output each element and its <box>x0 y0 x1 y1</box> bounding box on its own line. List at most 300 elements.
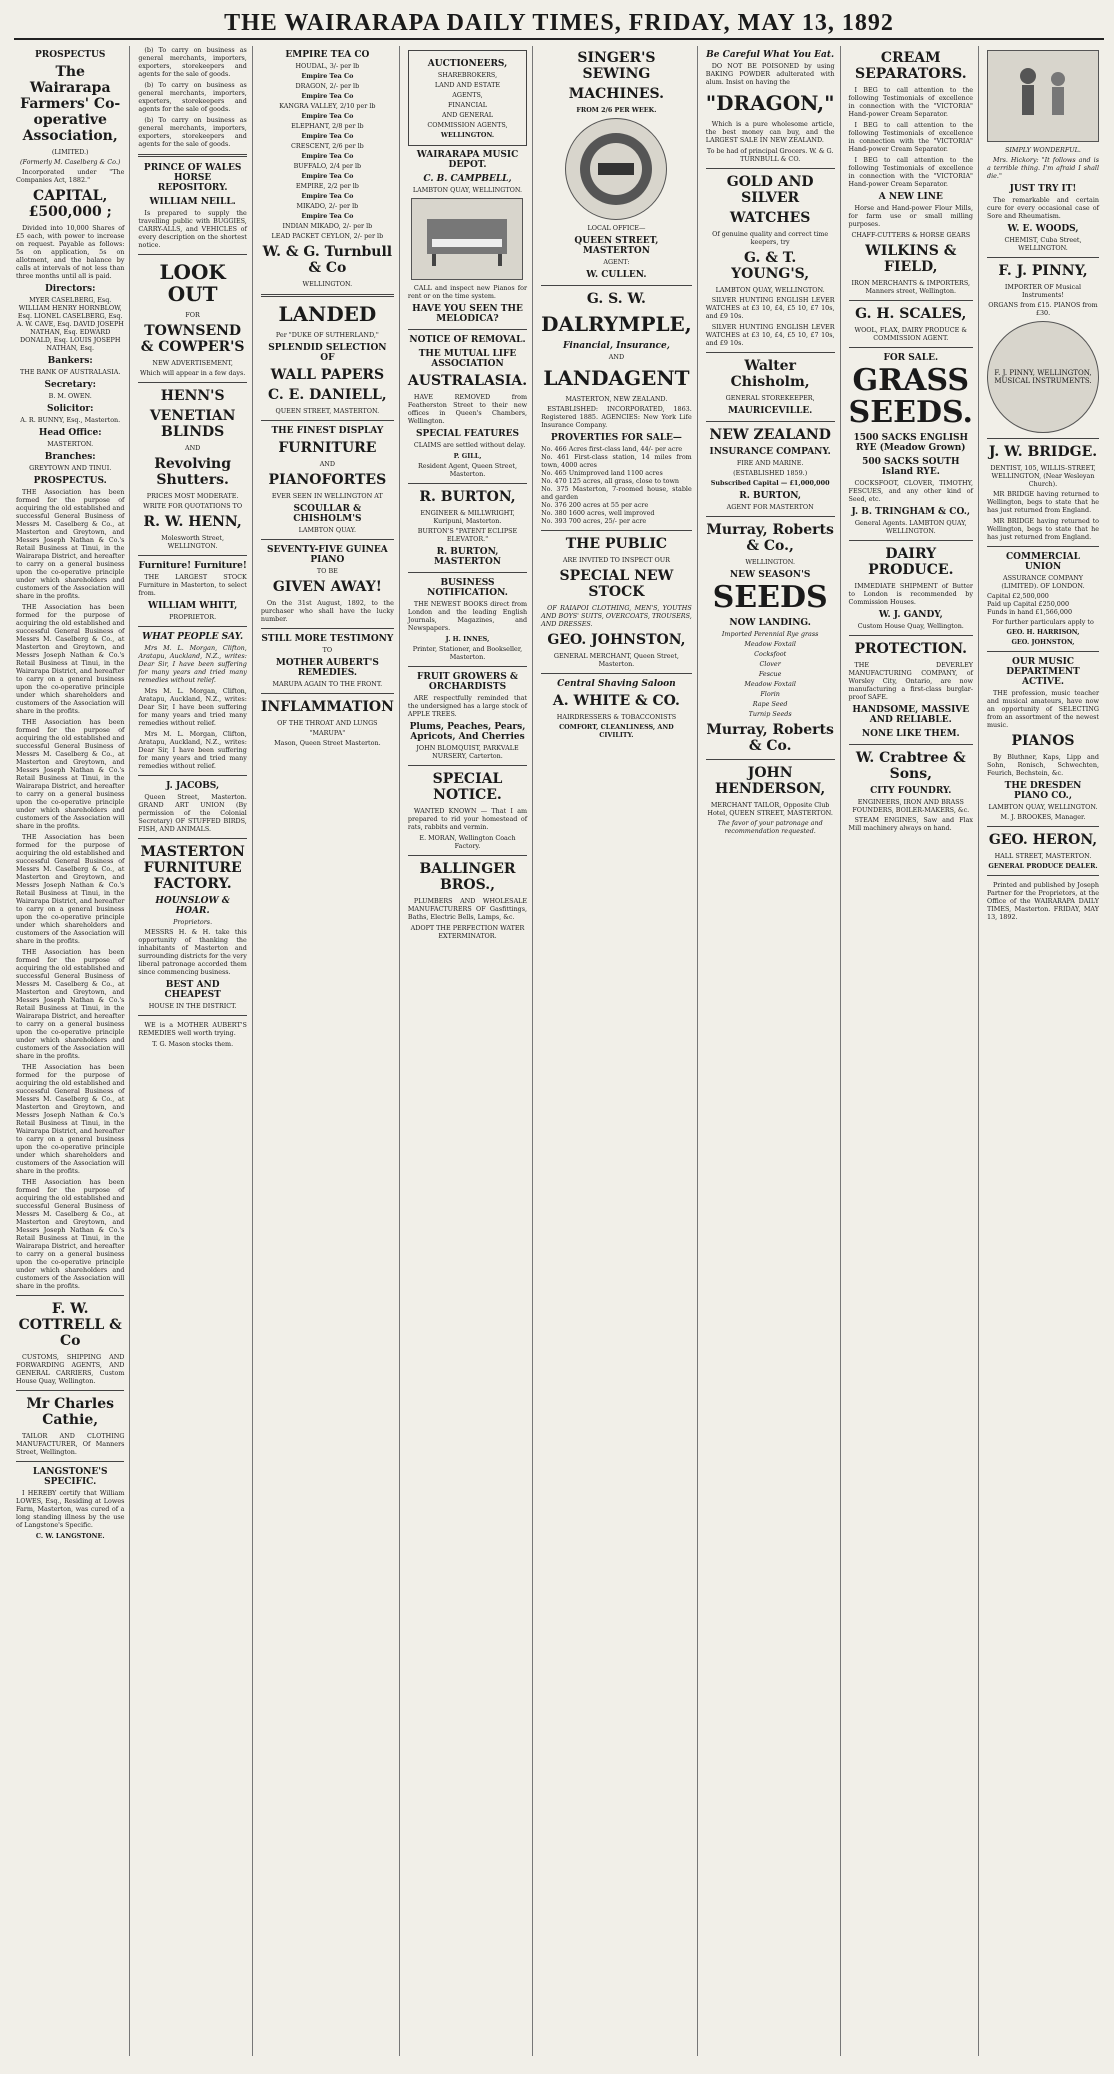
masthead: THE WAIRARAPA DAILY TIMES, FRIDAY, MAY 13, 1892 <box>14 8 1104 40</box>
divider <box>706 352 835 353</box>
clothing-text: OF RAIAPOI CLOTHING, MEN'S, YOUTHS AND BOYS' SUITS, OVERCOATS, TROUSERS, AND DRESSES. <box>541 604 692 628</box>
gold-silver-heading: GOLD AND SILVER <box>726 174 814 206</box>
column-1 <box>14 46 130 2056</box>
piano-icon <box>422 209 512 269</box>
divider <box>849 347 973 348</box>
wilkins-heading: WILKINS & FIELD, <box>865 243 957 275</box>
property-row: No. 380 1600 acres, well improved <box>541 509 655 517</box>
bankers-heading: Bankers: <box>47 356 93 366</box>
books-text: THE NEWEST BOOKS direct from London and the leading English Journals, Magazines, and Newspapers. <box>407 600 528 632</box>
campbell-address: LAMBTON QUAY, WELLINGTON. <box>412 186 523 194</box>
capital-heading: CAPITAL, £500,000 ; <box>28 188 112 220</box>
langstone-heading: LANGSTONE'S SPECIFIC. <box>32 1467 108 1487</box>
tea-line: Empire Tea Co <box>301 132 354 140</box>
langstone-text: I HEREBY certify that William LOWES, Esq., Residing at Lowes Farm, Masterton, was cured of a long standing illness by the use of Langstone's Specific. <box>16 1489 125 1529</box>
association-title: The Wairarapa Farmers' Co-operative Association, <box>20 64 121 144</box>
office-text: MASTERTON. <box>47 440 94 448</box>
butter-text: IMMEDIATE SHIPMENT of Butter to London is recommended by Commission Houses. <box>848 582 973 606</box>
pianos-heading: PIANOS <box>1011 733 1075 749</box>
local-office-label: LOCAL OFFICE— <box>587 224 646 232</box>
property-row: No. 470 125 acres, all grass, close to town <box>541 477 680 485</box>
heron-address: HALL STREET, MASTERTON. <box>994 852 1092 860</box>
insurance-company-heading: INSURANCE COMPANY. <box>709 447 831 457</box>
divider <box>408 855 527 856</box>
horse-repository-heading: PRINCE OF WALES HORSE REPOSITORY. <box>143 163 242 193</box>
best-cheapest-heading: BEST AND CHEAPEST <box>164 980 221 1000</box>
auctioneers-box <box>408 50 527 146</box>
johnston-heading: GEO. JOHNSTON, <box>547 632 686 648</box>
prospectus-sub-heading: PROSPECTUS. <box>33 476 107 486</box>
crabtree-heading: W. Crabtree & Sons, <box>855 750 966 782</box>
divider <box>706 516 835 517</box>
cathie-text: TAILOR AND CLOTHING MANUFACTURER, Of Manners Street, Wellington. <box>16 1432 125 1456</box>
piano-text: On the 31st August, 1892, to the purchaser who shall have the lucky number. <box>260 599 394 623</box>
tea-line: Empire Tea Co <box>301 192 354 200</box>
divider <box>261 628 394 629</box>
tringham-heading: J. B. TRINGHAM & CO., <box>851 507 971 517</box>
sharebrokers-line: SHAREBROKERS, <box>437 71 498 79</box>
divider <box>261 294 394 297</box>
seed-item: Meadow Foxtail <box>744 640 796 648</box>
south-island-rye-text: 500 SACKS SOUTH Island RYE. <box>862 457 960 477</box>
marupa-text: MARUPA AGAIN TO THE FRONT. <box>272 680 383 688</box>
music-dept-heading: OUR MUSIC DEPARTMENT ACTIVE. <box>1006 657 1080 687</box>
commission-line: COMMISSION AGENTS, <box>427 121 508 129</box>
bankers-text: THE BANK OF AUSTRALASIA. <box>20 368 121 376</box>
for-label: FOR <box>185 311 200 319</box>
cream-separators-heading: CREAM SEPARATORS. <box>854 50 967 82</box>
watches-heading: WATCHES <box>729 210 811 226</box>
seed-list <box>706 630 835 718</box>
invited-text: ARE INVITED TO INSPECT OUR <box>562 556 670 564</box>
seed-item: Cocksfoot <box>754 650 787 658</box>
testimonial-text-3: Mrs M. L. Morgan, Clifton, Aratapu, Auckland, N.Z., writes: Dear Sir, I have been suffering for many years and tried many remedies without relief. <box>138 730 247 770</box>
seed-item: Clover <box>759 660 781 668</box>
and-label-5: AND <box>608 353 625 361</box>
hairdressers-text: HAIRDRESSERS & TOBACCONISTS <box>556 713 677 721</box>
mason-signature: T. G. Mason stocks them. <box>152 1040 234 1048</box>
empire-tea-heading: EMPIRE TEA CO <box>285 50 370 60</box>
furniture-text: THE LARGEST STOCK Furniture in Masterton, to select from. <box>138 573 247 597</box>
furniture-factory-heading: MASTERTON FURNITURE FACTORY. <box>140 844 245 892</box>
formerly-label: (Formerly M. Caselberg & Co.) <box>20 158 121 166</box>
prospectus-body-2: THE Association has been formed for the purpose of acquiring the old established and successful General Business of Messrs M. Caselberg & Co., at Masterton and Greytown, and Messrs Joseph Nathan & Co.'s Retail Business at Tinui, in the Wairarapa District, and hereafter to carry on a general business upon the co-operative principle under which shareholders and customers of the Association will share in the profits. <box>16 603 125 715</box>
bridge-text-2: MR BRIDGE having returned to Wellington, begs to state that he has just returned from England. <box>987 517 1099 541</box>
singer-heading: SINGER'S SEWING <box>577 50 656 82</box>
gill-title: Resident Agent, Queen Street, Masterton. <box>418 462 517 478</box>
divider <box>706 168 835 169</box>
tea-line: Empire Tea Co <box>301 92 354 100</box>
grass-seeds-heading: GRASS SEEDS. <box>848 363 973 430</box>
wilkins-address: IRON MERCHANTS & IMPORTERS, Manners street, Wellington. <box>851 279 971 295</box>
property-row: No. 376 200 acres at 55 per acre <box>541 501 649 509</box>
cullen-name: W. CULLEN. <box>586 270 647 280</box>
removal-heading: NOTICE OF REMOVAL. <box>409 335 526 345</box>
divider <box>706 421 835 422</box>
general-line: AND GENERAL <box>441 111 494 119</box>
divider <box>408 483 527 484</box>
dresden-address: LAMBTON QUAY, WELLINGTON. <box>988 803 1098 811</box>
campbell-text: CALL and inspect new Pianos for rent or on the time system. <box>407 284 528 300</box>
tea-line: LEAD PACKET CEYLON, 2/- per lb <box>271 232 384 240</box>
divider <box>987 546 1099 547</box>
look-out-heading: LOOK OUT <box>159 260 226 306</box>
none-like-text: NONE LIKE THEM. <box>861 729 960 739</box>
massive-text: HANDSOME, MASSIVE AND RELIABLE. <box>852 705 970 725</box>
property-row: No. 466 Acres first-class land, 44/- per acre <box>541 445 683 453</box>
daniell-heading: C. E. DANIELL, <box>268 387 387 403</box>
branches-heading: Branches: <box>44 452 96 462</box>
langstone-signature: C. W. LANGSTONE. <box>35 1532 105 1540</box>
business-notification-heading: BUSINESS NOTIFICATION. <box>427 578 508 598</box>
financial-heading: Financial, Insurance, <box>562 341 670 351</box>
wellington-line: WELLINGTON. <box>440 131 495 139</box>
tea-line: KANGRA VALLEY, 2/10 per lb <box>279 102 376 110</box>
tea-line: MIKADO, 2/- per lb <box>296 202 359 210</box>
quotations-text: WRITE FOR QUOTATIONS TO <box>143 502 243 510</box>
prospectus-body-3: THE Association has been formed for the purpose of acquiring the old established and successful General Business of Messrs M. Caselberg & Co., at Masterton and Greytown, and Messrs Joseph Nathan & Co.'s Retail Business at Tinui, in the Wairarapa District, and hereafter to carry on a general business upon the co-operative principle under which shareholders and customers of the Association will share in the profits. <box>16 718 125 830</box>
lever-text-2: SILVER HUNTING ENGLISH LEVER WATCHES at £3 10, £4, £5 10, £7 10s, and £9 10s. <box>705 323 835 347</box>
cottrell-heading: F. W. COTTRELL & Co <box>18 1301 122 1349</box>
seed-item: Imported Perennial Rye grass <box>721 630 819 638</box>
aubert-heading: MOTHER AUBERT'S REMEDIES. <box>275 658 379 678</box>
land-line: LAND AND ESTATE <box>434 81 501 89</box>
column-8 <box>985 46 1104 2056</box>
careful-heading: Be Careful What You Eat. <box>706 50 835 60</box>
turnbull-heading: W. & G. Turnbull & Co <box>262 244 393 276</box>
wall-papers-heading: WALL PAPERS <box>270 367 385 383</box>
agents-line: AGENTS, <box>452 91 483 99</box>
testimonial-text-2: Mrs M. L. Morgan, Clifton, Aratapu, Auckland, N.Z., writes: Dear Sir, I have been suffering for many years and tried many remedies without relief. <box>138 687 247 727</box>
prospectus-body: THE Association has been formed for the purpose of acquiring the old established and successful General Business of Messrs M. Caselberg & Co., at Masterton and Greytown, and Messrs Joseph Nathan & Co.'s Retail Business at Tinui, in the Wairarapa District, and hereafter to carry on a general business upon the co-operative principle under which shareholders and customers of the Association will share in the profits. <box>16 488 125 600</box>
townsend-heading: TOWNSEND & COWPER'S <box>140 323 245 355</box>
tea-line: Empire Tea Co <box>301 172 354 180</box>
special-notice-heading: SPECIAL NOTICE. <box>432 771 503 803</box>
divider <box>261 693 394 694</box>
objects-text-2: (b) To carry on business as general merchants, importers, exporters, storekeepers and agents for the sale of goods. <box>138 81 247 113</box>
mills-text: Horse and Hand-power Flour Mills, for farm use or small milling purposes. <box>848 204 973 228</box>
machines-heading: MACHINES. <box>568 86 665 102</box>
turnbull-location: WELLINGTON. <box>302 280 353 288</box>
divider <box>849 744 973 745</box>
pinny-heading: F. J. PINNY, <box>998 263 1088 279</box>
burton-title: ENGINEER & MILLWRIGHT, Kuripuni, Masterton. <box>420 509 515 525</box>
given-away-heading: GIVEN AWAY! <box>272 579 382 595</box>
singer-address: QUEEN STREET, MASTERTON <box>574 236 659 256</box>
murray-location: WELLINGTON. <box>745 558 795 566</box>
solicitor-text: A. R. BUNNY, Esq., Masterton. <box>20 416 121 424</box>
melodica-heading: HAVE YOU SEEN THE MELODICA? <box>412 304 523 324</box>
seed-item: Fescue <box>758 670 782 678</box>
try-it-heading: JUST TRY IT! <box>1009 184 1077 194</box>
scales-heading: G. H. SCALES, <box>855 306 967 322</box>
protection-heading: PROTECTION. <box>854 641 968 657</box>
pianofortes-word: PIANOFORTES <box>268 472 387 488</box>
aubert-text: WE is a MOTHER AUBERT'S REMEDIES well worth trying. <box>138 1021 247 1037</box>
harrison-name: GEO. H. HARRISON, <box>1006 628 1080 636</box>
wonderful-caption: SIMPLY WONDERFUL. <box>1005 146 1081 154</box>
tea-line: CRESCENT, 2/6 per lb <box>291 142 364 150</box>
limited-label: (LIMITED.) <box>51 148 89 156</box>
neill-name: WILLIAM NEILL. <box>149 197 236 207</box>
divider <box>408 765 527 766</box>
woods-heading: W. E. WOODS, <box>1007 224 1079 234</box>
divider <box>408 572 527 573</box>
henn-name: R. W. HENN, <box>143 514 242 530</box>
mason-address: Mason, Queen Street Masterton. <box>274 739 381 747</box>
lever-text: SILVER HUNTING ENGLISH LEVER WATCHES at £3 10, £4, £5 10, £7 10s, and £9 10s. <box>705 296 835 320</box>
new-advert-label: NEW ADVERTISEMENT, <box>152 359 233 367</box>
property-row: No. 461 First-class station, 14 miles from town, 4000 acres <box>541 453 692 469</box>
divider <box>987 651 1099 652</box>
divider <box>849 540 973 541</box>
scales-title: WOOL, FLAX, DAIRY PRODUCE & COMMISSION AGENT. <box>854 326 968 342</box>
jacobs-heading: J. JACOBS, <box>166 781 220 791</box>
to-label: TO <box>322 646 333 654</box>
divider <box>138 626 246 627</box>
commercial-union-heading: COMMERCIAL UNION <box>1006 552 1080 572</box>
column-4 <box>406 46 533 2056</box>
cathie-heading: Mr Charles Cathie, <box>26 1396 115 1428</box>
dragon-heading: "DRAGON," <box>705 91 835 115</box>
gsw-heading: G. S. W. <box>586 291 646 307</box>
safe-text: THE DEVERLEY MANUFACTURING COMPANY, of Worsley City, Ontario, are now manufacturing a first-class burglar-proof SAFE. <box>848 661 973 701</box>
cure-text: The remarkable and certain cure for every occasional case of Sore and Rheumatism. <box>987 196 1099 220</box>
capital-list <box>987 592 1099 616</box>
best-house-text: HOUSE IN THE DISTRICT. <box>148 1002 237 1010</box>
innes-name: J. H. INNES, <box>445 635 490 643</box>
properties-list <box>541 445 692 525</box>
blinds-heading: VENETIAN BLINDS <box>149 408 236 440</box>
divider <box>408 666 527 667</box>
divider <box>541 530 692 531</box>
henderson-heading: JOHN HENDERSON, <box>715 765 826 797</box>
chaff-cutters-text: CHAFF-CUTTERS & HORSE GEARS <box>851 231 971 239</box>
genuine-text: Of genuine quality and correct time keepers, try <box>712 230 829 246</box>
finest-display-heading: THE FINEST DISPLAY <box>271 426 384 436</box>
directors-heading: Directors: <box>44 284 96 294</box>
special-features-heading: SPECIAL FEATURES <box>415 429 520 439</box>
prospectus-heading: PROSPECTUS <box>34 50 106 60</box>
imprint-text: Printed and published by Joseph Partner for the Proprietors, at the Office of the WAIRARAPA DAILY TIMES, Masterton. FRIDAY, MAY 13, 1892. <box>987 881 1099 921</box>
burton-agent-heading: R. BURTON, <box>739 491 802 501</box>
prices-text: PRICES MOST MODERATE. <box>146 492 239 500</box>
objects-text: (b) To carry on business as general merchants, importers, exporters, storekeepers and agents for the sale of goods. <box>138 46 247 78</box>
exterminator-text: ADOPT THE PERFECTION WATER EXTERMINATOR. <box>410 924 525 940</box>
young-address: LAMBTON QUAY, WELLINGTON. <box>715 286 825 294</box>
grocers-text: To be had of principal Grocers. W. & G. TURNBULL & CO. <box>706 147 834 163</box>
for-sale-heading: FOR SALE. <box>883 353 939 363</box>
hounslow-heading: HOUNSLOW & HOAR. <box>155 896 230 916</box>
australasia-heading: AUSTRALASIA. <box>407 373 528 389</box>
secretary-heading: Secretary: <box>44 380 96 390</box>
throat-text: OF THE THROAT AND LUNGS <box>277 719 378 727</box>
murray-heading: Murray, Roberts & Co., <box>706 522 834 554</box>
organs-text: ORGANS from £15. PIANOS from £30. <box>988 301 1098 317</box>
prospectus-body-6: THE Association has been formed for the purpose of acquiring the old established and successful General Business of Messrs M. Caselberg & Co., at Masterton and Greytown, and Messrs Joseph Nathan & Co.'s Retail Business at Tinui, in the Wairarapa District, and hereafter to carry on a general business upon the co-operative principle under which shareholders and customers of the Association will share in the profits. <box>16 1063 125 1175</box>
young-heading: G. & T. YOUNG'S, <box>731 250 810 282</box>
hounslow-text: MESSRS H. & H. take this opportunity of thanking the inhabitants of Masterton and surrounding districts for the very liberal patronage accorded them since commencing business. <box>138 928 247 976</box>
dresden-heading: THE DRESDEN PIANO CO., <box>1004 781 1082 801</box>
whitt-title: PROPRIETOR. <box>169 613 217 621</box>
piano-illustration <box>411 198 523 280</box>
and-label: AND <box>184 444 201 452</box>
and-word: AND <box>319 460 336 468</box>
property-row: No. 393 700 acres, 25/- per acre <box>541 517 647 525</box>
divider <box>138 775 246 776</box>
prospectus-body-4: THE Association has been formed for the purpose of acquiring the old established and successful General Business of Messrs M. Caselberg & Co., at Masterton and Greytown, and Messrs Joseph Nathan & Co.'s Retail Business at Tinui, in the Wairarapa District, and hereafter to carry on a general business upon the co-operative principle under which shareholders and customers of the Association will share in the profits. <box>16 833 125 945</box>
landagent-heading: LANDAGENT <box>543 366 690 390</box>
divider <box>541 673 692 674</box>
public-heading: THE PUBLIC <box>565 536 668 552</box>
objects-text-3: (b) To carry on business as general merchants, importers, exporters, storekeepers and agents for the sale of goods. <box>138 116 247 148</box>
jacobs-text: Queen Street, Masterton. GRAND ART UNION (By permission of the Colonial Secretary) OF STUFFED BIRDS, FISH, AND ANIMALS. <box>138 793 247 833</box>
tea-line: Empire Tea Co <box>301 212 354 220</box>
what-people-say-heading: WHAT PEOPLE SAY. <box>142 632 244 642</box>
figures-icon <box>998 61 1088 131</box>
wonderful-illustration <box>987 50 1099 142</box>
capital-row: Capital £2,500,000 <box>987 592 1049 600</box>
seed-item: Rape Seed <box>752 700 788 708</box>
divider <box>138 1015 246 1016</box>
hickory-text: Mrs. Hickory: "It follows and is a terrible thing. I'm afraid I shall die." <box>987 156 1099 180</box>
office-heading: Head Office: <box>38 428 102 438</box>
divider <box>849 635 973 636</box>
new-stock-heading: SPECIAL NEW STOCK <box>559 568 674 600</box>
bridge-text: MR BRIDGE having returned to Wellington, begs to state that he has just returned from England. <box>987 490 1099 514</box>
neill-text: Is prepared to supply the travelling public with BUGGIES, CARRY-ALLS, and VEHICLES of every description on the shortest notice. <box>138 209 247 249</box>
shutters-heading: Revolving Shutters. <box>154 456 232 488</box>
heron-title: GENERAL PRODUCE DEALER. <box>988 862 1098 870</box>
bridge-title: DENTIST, 105, WILLIS-STREET, WELLINGTON, (Near Wesleyan Church). <box>990 464 1096 488</box>
claims-text: CLAIMS are settled without delay. <box>413 441 526 449</box>
now-landing-heading: NOW LANDING. <box>729 618 811 628</box>
gill-name: P. GILL, <box>453 452 482 460</box>
capital-row: Paid up Capital £250,000 <box>987 600 1070 608</box>
rats-text: WANTED KNOWN — That I am prepared to rid your homestead of rats, rabbits and vermin. <box>407 807 528 831</box>
auctioneers-line: AUCTIONEERS, <box>427 59 508 69</box>
cottrell-text: CUSTOMS, SHIPPING AND FORWARDING AGENTS, AND GENERAL CARRIERS, Custom House Quay, Wellington. <box>16 1353 125 1385</box>
column-7 <box>847 46 979 2056</box>
particulars-text: For further particulars apply to <box>992 618 1094 626</box>
branches-text: GREYTOWN AND TINUI. <box>29 464 112 472</box>
music-depot-heading: WAIRARAPA MUSIC DEPOT. <box>416 150 519 170</box>
henn-address: Molesworth Street, WELLINGTON. <box>161 534 224 550</box>
white-heading: A. WHITE & CO. <box>552 693 680 709</box>
bridge-heading: J. W. BRIDGE. <box>988 444 1098 460</box>
campbell-heading: C. B. CAMPBELL, <box>423 174 512 184</box>
tringham-address: General Agents. LAMBTON QUAY, WELLINGTON. <box>854 519 967 535</box>
established-text: (ESTABLISHED 1859.) <box>733 469 808 477</box>
ballinger-heading: BALLINGER BROS., <box>419 861 516 893</box>
blomquist-signature: JOHN BLOMQUIST, PARKVALE NURSERY, Carterton. <box>416 744 519 760</box>
shares-text: Divided into 10,000 Shares of £5 each, with power to increase on request. Payable as follows: 5s on application, 5s on allotment, and the balance by calls at intervals of not less than three months until all is paid. <box>16 224 125 280</box>
separator-text: I BEG to call attention to the following Testimonials of excellence in connection with the "VICTORIA" Hand-power Cream Separator. <box>848 86 973 118</box>
tea-line: Empire Tea Co <box>301 72 354 80</box>
prospectus-body-5: THE Association has been formed for the purpose of acquiring the old established and successful General Business of Messrs M. Caselberg & Co., at Masterton and Greytown, and Messrs Joseph Nathan & Co.'s Retail Business at Tinui, in the Wairarapa District, and hereafter to carry on a general business upon the co-operative principle under which shareholders and customers of the Association will share in the profits. <box>16 948 125 1060</box>
fruit-list: Plums, Peaches, Pears, Apricots, And Cherries <box>409 722 526 742</box>
appear-text: Which will appear in a few days. <box>140 369 246 377</box>
whitt-name: WILLIAM WHITT, <box>147 601 238 611</box>
landed-heading: LANDED <box>278 302 377 326</box>
tea-line: EMPIRE, 2/2 per lb <box>295 182 359 190</box>
gandy-address: Custom House Quay, Wellington. <box>857 622 964 630</box>
tea-line: DRAGON, 2/- per lb <box>295 82 360 90</box>
divider <box>987 438 1099 439</box>
elevator-heading: BURTON'S "PATENT ECLIPSE ELEVATOR." <box>417 527 518 543</box>
tea-line: HOUDAL, 3/- per lb <box>295 62 360 70</box>
fruit-text: ARE respectfully reminded that the undersigned has a large stock of APPLE TREES. <box>407 694 528 718</box>
divider <box>706 759 835 760</box>
saloon-heading: Central Shaving Saloon <box>557 679 676 689</box>
scoullar-heading: SCOULLAR & CHISHOLM'S <box>293 504 362 524</box>
divider <box>261 539 394 540</box>
english-rye-text: 1500 SACKS ENGLISH RYE (Meadow Grown) <box>853 433 969 453</box>
engineers-text: ENGINEERS, IRON AND BRASS FOUNDERS, BOILER-MAKERS, &c. <box>852 798 970 814</box>
divider <box>16 1295 124 1296</box>
divider <box>138 838 246 839</box>
nz-insurance-heading: NEW ZEALAND <box>709 427 831 443</box>
column-5 <box>539 46 698 2056</box>
mutual-life-heading: THE MUTUAL LIFE ASSOCIATION <box>418 349 517 369</box>
dalrymple-heading: DALRYMPLE, <box>541 312 692 336</box>
new-line-heading: A NEW LINE <box>878 192 943 202</box>
tea-line: Empire Tea Co <box>301 112 354 120</box>
divider <box>138 555 246 556</box>
mauriceville-text: MAURICEVILLE. <box>727 406 813 416</box>
prospectus-body-7: THE Association has been formed for the purpose of acquiring the old established and successful General Business of Messrs M. Caselberg & Co., at Masterton and Greytown, and Messrs Joseph Nathan & Co.'s Retail Business at Tinui, in the Wairarapa District, and hereafter to carry on a general business upon the co-operative principle under which shareholders and customers of the Association will share in the profits. <box>16 1178 125 1290</box>
burton-footer: R. BURTON, MASTERTON <box>433 547 502 567</box>
tea-list <box>261 62 394 240</box>
tea-line: ELEPHANT, 2/8 per lb <box>291 122 364 130</box>
furniture-word: FURNITURE <box>278 440 377 456</box>
burton-heading: R. BURTON, <box>419 489 516 505</box>
pinny-title: IMPORTER OF Musical Instruments! <box>1004 283 1082 299</box>
column-6 <box>704 46 841 2056</box>
capital-text: Subscribed Capital — £1,000,000 <box>710 479 830 487</box>
brookes-name: M. J. BROOKES, Manager. <box>1000 813 1086 821</box>
divider <box>16 1461 124 1462</box>
chisholm-heading: Walter Chisholm, <box>730 358 810 390</box>
divider <box>16 1390 124 1391</box>
murray-heading-2: Murray, Roberts & Co. <box>706 722 834 754</box>
tea-line: INDIAN MIKADO, 2/- per lb <box>282 222 373 230</box>
woods-address: CHEMIST, Cuba Street, WELLINGTON. <box>1004 236 1082 252</box>
testimonial-text: Mrs M. L. Morgan, Clifton, Aratapu, Auckland, N.Z., writes: Dear Sir, I have been suffering for many years and tried many remedies without relief. <box>138 644 247 684</box>
columns <box>14 46 1104 2056</box>
guinea-piano-heading: SEVENTY-FIVE GUINEA PIANO <box>266 545 388 565</box>
divider <box>987 826 1099 827</box>
column-3 <box>259 46 400 2056</box>
financial-line: FINANCIAL <box>447 101 487 109</box>
divider <box>541 285 692 286</box>
divider <box>138 154 246 157</box>
poison-text: DO NOT BE POISONED by using BAKING POWDER adulterated with alum. Insist on having the <box>705 62 835 86</box>
tea-line: Empire Tea Co <box>301 152 354 160</box>
ever-seen-text: EVER SEEN IN WELLINGTON AT <box>271 492 383 500</box>
johnston-name: GEO. JOHNSTON, <box>1011 638 1075 646</box>
daniell-address: QUEEN STREET, MASTERTON. <box>275 407 380 415</box>
sewing-machine-icon <box>576 129 656 209</box>
agent-label: AGENT: <box>603 258 630 266</box>
gandy-heading: W. J. GANDY, <box>878 610 943 620</box>
furniture-heading: Furniture! Furniture! <box>138 561 247 571</box>
dalrymple-location: MASTERTON, NEW ZEALAND. <box>565 395 668 403</box>
divider <box>138 254 246 255</box>
capital-row: Funds in hand £1,566,000 <box>987 608 1073 616</box>
column-2 <box>136 46 252 2056</box>
divider <box>408 329 527 330</box>
